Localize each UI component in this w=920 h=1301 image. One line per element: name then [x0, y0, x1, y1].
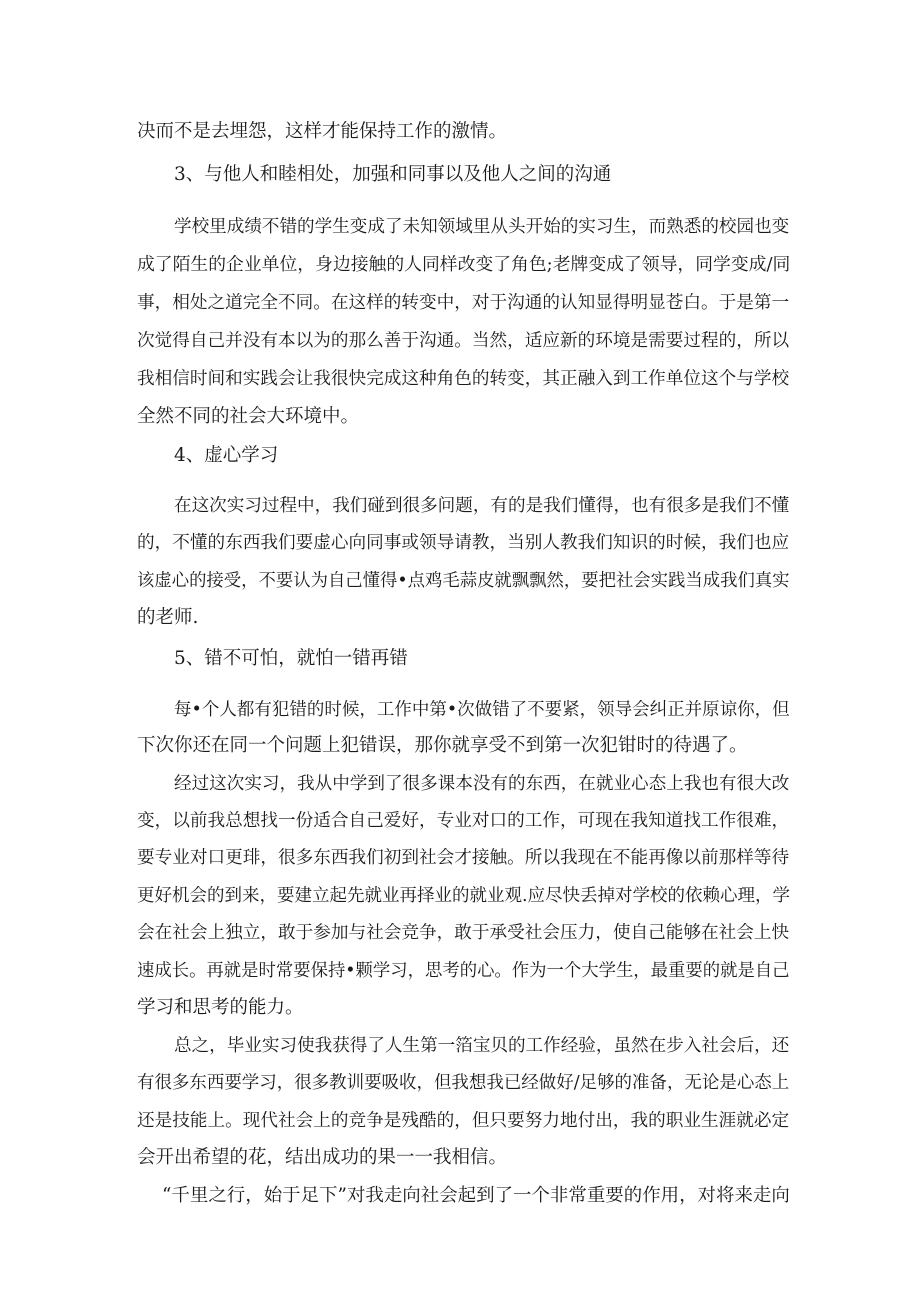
- paragraph-line: 成了陌生的企业单位，身边接触的人同样改变了角色;老牌变成了领导，同学变成/同: [137, 254, 791, 275]
- section-heading-5: 5、错不可怕，就怕一错再错: [174, 648, 408, 669]
- paragraph-line: 决而不是去埋怨，这样才能保持工作的激情。: [137, 121, 508, 142]
- paragraph-line: 的老师.: [137, 607, 199, 628]
- paragraph-line: “千里之行，始于足下”对我走向社会起到了一个非常重要的作用，对将来走向: [162, 1185, 790, 1206]
- paragraph-line: 会在社会上独立，敢于参加与社会竞争，敢于承受社会压力，使自己能够在社会上快: [137, 923, 790, 943]
- paragraph-line: 学校里成绩不错的学生变成了未知领域里从头开始的实习生，而熟悉的校园也变: [174, 217, 790, 237]
- paragraph-line: 事，相处之道完全不同。在这样的转变中，对于沟通的认知显得明显苍白。于是第一: [137, 293, 790, 313]
- paragraph-line: 变，以前我总想找一份适合自己爱好，专业对口的工作，可现在我知道找工作很难，: [137, 811, 790, 831]
- paragraph-line: 学习和思考的能力。: [137, 997, 304, 1018]
- paragraph-line: 我相信时间和实践会让我很快完成这种角色的转变，其正融入到工作单位这个与学校: [137, 369, 790, 389]
- paragraph-line: 全然不同的社会大环境中。: [137, 406, 360, 427]
- section-heading-4: 4、虚心学习: [174, 445, 279, 466]
- paragraph-line: 会开出希望的花，结出成功的果一一我相信。: [137, 1147, 508, 1168]
- paragraph-line: 下次你还在同一个问题上犯错误，那你就享受不到第一次犯钳时的待遇了。: [137, 735, 748, 756]
- paragraph-line: 速成长。再就是时常要保持•颗学习，思考的心。作为一个大学生，最重要的就是自己: [137, 961, 790, 981]
- paragraph-line: 该虚心的接受，不要认为自己懂得•点鸡毛蒜皮就飘飘然，要把社会实践当成我们真实: [137, 571, 790, 591]
- section-heading-3: 3、与他人和睦相处，加强和同事以及他人之间的沟通: [174, 164, 612, 185]
- paragraph-line: 要专业对口更琲，很多东西我们初到社会才接触。所以我现在不能再像以前那样等待: [137, 848, 790, 868]
- paragraph-line: 总之，毕业实习使我获得了人生第一箔宝贝的工作经验，虽然在步入社会后，还: [174, 1036, 790, 1056]
- paragraph-line: 经过这次实习，我从中学到了很多课本没有的东西，在就业心态上我也有很大改: [174, 774, 790, 794]
- paragraph-line: 还是技能上。现代社会上的竞争是残酷的，但只要努力地付出，我的职业生涯就必定: [137, 1111, 790, 1131]
- paragraph-line: 次觉得自己并没有本以为的那么善于沟通。当然，适应新的环境是需要过程的，所以: [137, 331, 790, 351]
- paragraph-line: 在这次实习过程中，我们碰到很多问题，有的是我们懂得，也有很多是我们不懂: [174, 496, 790, 516]
- paragraph-line: 的，不懂的东西我们要虚心向同事或领导请教，当别人教我们知识的时候，我们也应: [137, 533, 790, 553]
- paragraph-line: 每•个人都有犯错的时候，工作中第•次做错了不要紧，领导会纠正并原谅你，但: [174, 700, 790, 720]
- paragraph-line: 有很多东西要学习，很多教训要吸收，但我想我已经做好/足够的准备，无论是心态上: [137, 1073, 790, 1093]
- paragraph-line: 更好机会的到来，要建立起先就业再择业的就业观.应尽快丢掉对学校的依赖心理，学: [137, 886, 791, 906]
